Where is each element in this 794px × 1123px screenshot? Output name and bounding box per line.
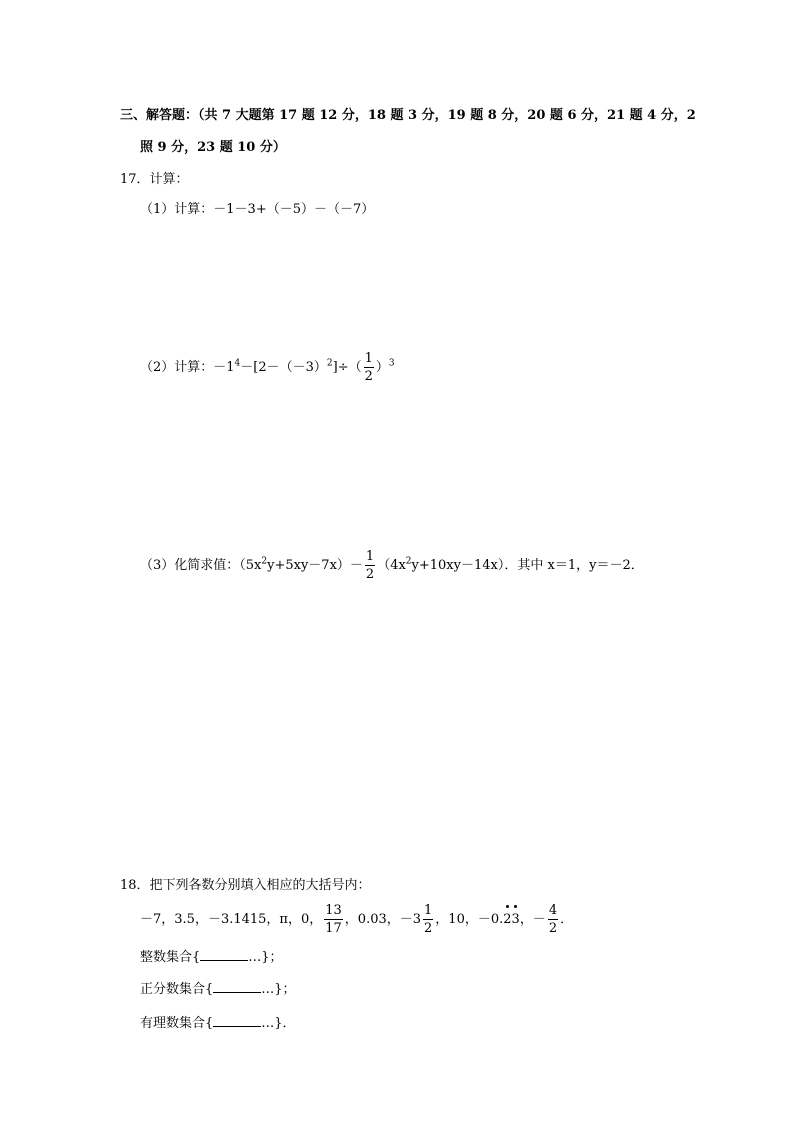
q18-number-list: －7，3.5，－3.1415，π，0， $\frac{13}{17}$ ，0.03，－3 $\frac{1}{2}$ ，10，－0.23，－ $\frac{4}{2}$ ． bbox=[140, 903, 574, 936]
positive-fraction-set-line: 正分数集合{ …}； bbox=[140, 982, 296, 997]
repeating-digit: 3 bbox=[511, 912, 520, 927]
fraction-one-half: $\frac{1}{2}$ bbox=[424, 903, 433, 936]
integer-set-blank[interactable] bbox=[200, 949, 248, 961]
q17-part3: （3）化简求值：$(5x^2y+5xy-7x)-$ $\frac{1}{2}$ $(4x^2y+10xy-14x)$．其中 x＝1，y＝－2． bbox=[140, 549, 644, 582]
fraction-one-half: $\frac{1}{2}$ bbox=[364, 351, 373, 384]
q17-part1: （1）计算：－1－3+（－5）－（－7） bbox=[140, 202, 375, 217]
section-header-line1: 三、解答题：（共 7 大题第 17 题 12 分，18 题 3 分，19 题 8 分，20 题 6 分，21 题 4 分，2 bbox=[120, 108, 696, 123]
integer-set-line: 整数集合{ …}； bbox=[140, 950, 283, 965]
q17-title: 17．计算： bbox=[120, 172, 189, 187]
fraction-one-half: $\frac{1}{2}$ bbox=[365, 549, 375, 582]
fraction-4-2: $\frac{4}{2}$ bbox=[548, 903, 558, 936]
q18-title: 18．把下列各数分别填入相应的大括号内： bbox=[120, 878, 371, 893]
rational-set-line: 有理数集合{ …}． bbox=[140, 1016, 296, 1031]
rational-set-blank[interactable] bbox=[213, 1015, 261, 1027]
section-header-line2: 照 9 分，23 题 10 分） bbox=[140, 140, 286, 155]
positive-fraction-set-blank[interactable] bbox=[213, 981, 261, 993]
repeating-digit: 2 bbox=[503, 912, 512, 927]
q17-part2: （2）计算：$-1^4-[2-(-3)^2]\div$（ $\frac{1}{2}$ ）$^3$ bbox=[140, 351, 395, 384]
fraction-13-17: $\frac{13}{17}$ bbox=[325, 903, 342, 936]
